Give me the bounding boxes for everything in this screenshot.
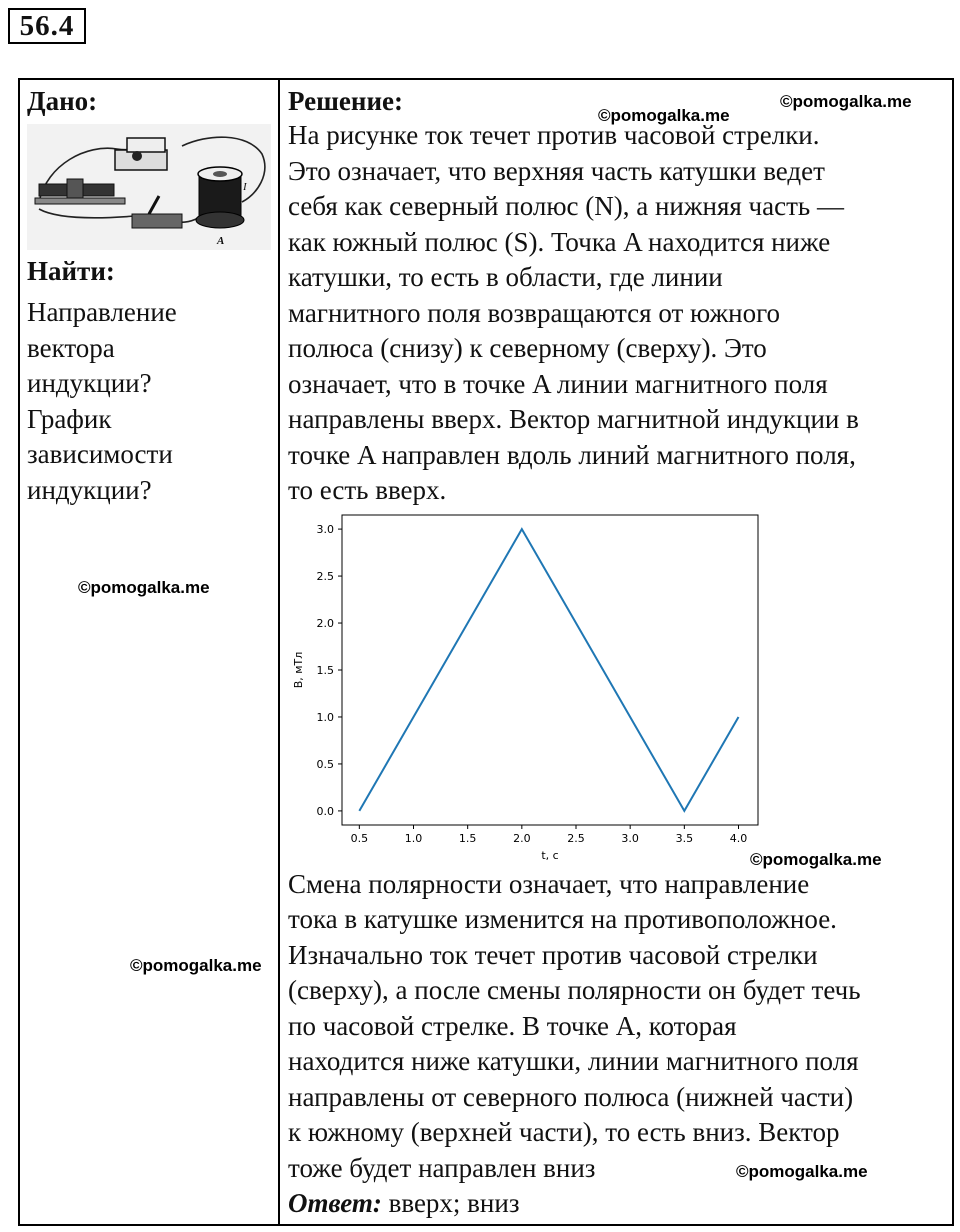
text-line: Изначально ток течет против часовой стрелки [288, 939, 818, 970]
watermark: ©pomogalka.me [780, 92, 912, 111]
text-line: (сверху), а после смены полярности он будет течь [288, 975, 861, 1005]
given-heading: Дано: [27, 86, 98, 116]
x-tick-label: 2.5 [567, 831, 585, 845]
find-line: Направление [27, 297, 177, 327]
text-line: находится ниже катушки, линии магнитного поля [288, 1046, 859, 1076]
column-divider [278, 80, 280, 1224]
y-tick-label: 2.5 [316, 569, 334, 583]
watermark: ©pomogalka.me [78, 578, 210, 597]
solution-column [288, 84, 953, 1222]
text-line: направлены от северного полюса (нижней части) [288, 1081, 854, 1112]
circuit-apparatus-figure [27, 124, 271, 250]
x-tick-label: 4.0 [729, 831, 748, 845]
text-line: катушки, то есть в области, где линии [288, 262, 723, 292]
text-line: направлены вверх. Вектор магнитной индукции в [288, 404, 859, 434]
find-text [27, 295, 272, 508]
y-tick-label: 0.5 [316, 757, 334, 771]
y-axis-label: B, мТл [292, 651, 305, 688]
solution-heading: Решение: [288, 86, 403, 116]
x-tick-label: 3.0 [621, 831, 639, 845]
watermark: ©pomogalka.me [130, 956, 262, 975]
text-line: к южному (верхней части), то есть вниз. Вектор [288, 1117, 840, 1147]
text-line: точке A направлен вдоль линий магнитного поля, [288, 439, 856, 470]
text-line: Это означает, что верхняя часть катушки ведет [288, 155, 825, 186]
point-a-label: A [217, 235, 225, 247]
y-tick-label: 1.5 [316, 663, 334, 677]
series-line-b [359, 529, 738, 811]
text-line: тоже будет направлен вниз [288, 1152, 596, 1183]
watermark: ©pomogalka.me [598, 106, 730, 125]
problem-number: 56.4 [8, 8, 86, 44]
find-line: График [27, 403, 112, 434]
x-tick-label: 1.5 [458, 831, 477, 845]
find-line: индукции? [27, 474, 152, 505]
answer-text: вверх; вниз [381, 1188, 520, 1218]
x-axis-label: t, с [541, 848, 559, 862]
text-line: себя как северный полюс (N), а нижняя часть — [288, 191, 844, 221]
text-line: На рисунке ток течет против часовой стрелки. [288, 120, 820, 150]
find-line: индукции? [27, 368, 152, 398]
text-line: означает, что в точке A линии магнитного поля [288, 368, 828, 399]
solution-table [18, 78, 954, 1226]
solution-paragraph-2 [288, 867, 953, 1187]
y-tick-label: 0.0 [316, 804, 334, 818]
given-column [27, 84, 272, 508]
text-line: магнитного поля возвращаются от южного [288, 297, 781, 328]
x-tick-label: 3.5 [675, 831, 694, 845]
answer-label: Ответ: [288, 1188, 382, 1218]
x-tick-label: 2.0 [513, 831, 531, 845]
y-tick-label: 2.0 [316, 616, 334, 630]
y-tick-label: 1.0 [316, 710, 334, 724]
text-line: тока в катушке изменится на противоположное. [288, 904, 837, 934]
current-label: I [243, 181, 247, 193]
x-tick-label: 0.5 [350, 831, 369, 845]
x-tick-label: 1.0 [404, 831, 423, 845]
text-line: по часовой стрелке. В точке A, которая [288, 1010, 737, 1041]
text-line: полюса (снизу) к северному (сверху). Это [288, 333, 767, 363]
watermark: ©pomogalka.me [736, 1162, 868, 1181]
solution-paragraph-1 [288, 118, 953, 509]
text-line: Смена полярности означает, что направление [288, 868, 810, 899]
text-line: как южный полюс (S). Точка A находится ниже [288, 226, 831, 257]
text-line: то есть вверх. [288, 475, 447, 505]
find-line: вектора [27, 332, 115, 363]
y-tick-label: 3.0 [316, 522, 334, 536]
plot-frame [342, 515, 758, 825]
induction-chart [288, 509, 768, 867]
find-line: зависимости [27, 439, 173, 469]
watermark: ©pomogalka.me [750, 850, 882, 869]
find-heading: Найти: [27, 256, 115, 286]
answer-line [288, 1186, 953, 1222]
